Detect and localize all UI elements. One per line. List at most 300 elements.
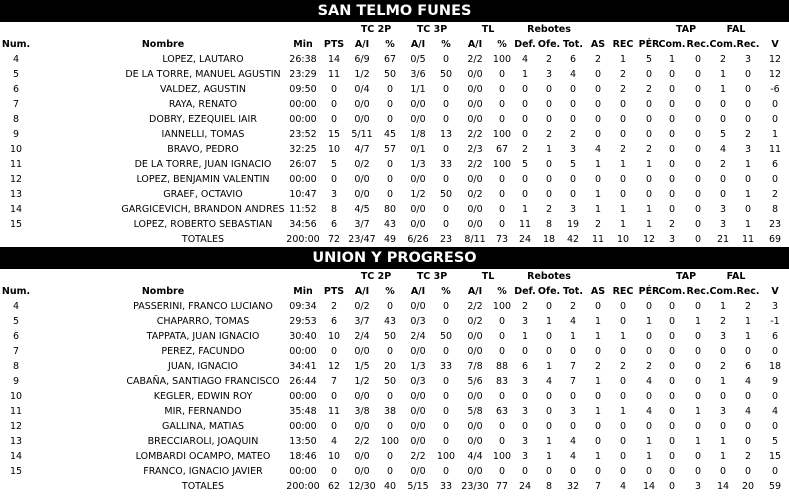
cell-a2: 2/4 bbox=[354, 331, 370, 342]
cell-a2: 0/0 bbox=[354, 99, 370, 110]
cell-pts: 0 bbox=[330, 391, 338, 402]
cell-com2: 0 bbox=[719, 346, 727, 357]
cell-as: 1 bbox=[594, 376, 602, 387]
cell-a2: 1/2 bbox=[354, 376, 370, 387]
cell-num: 4 bbox=[12, 54, 20, 65]
cell-per: 0 bbox=[645, 331, 653, 342]
cell-v: 0 bbox=[771, 99, 779, 110]
cell-com: 0 bbox=[668, 189, 676, 200]
column-header-nombre: Nombre bbox=[141, 39, 185, 50]
player-row bbox=[0, 127, 789, 142]
cell-ofe: 0 bbox=[545, 159, 553, 170]
column-header-v: V bbox=[771, 286, 779, 297]
cell-v: 1 bbox=[771, 129, 779, 140]
cell-tot: 3 bbox=[569, 204, 577, 215]
cell-rec3: 1 bbox=[744, 316, 752, 327]
cell-def: 0 bbox=[521, 99, 529, 110]
cell-def: 3 bbox=[521, 376, 529, 387]
cell-min: 23:52 bbox=[289, 129, 317, 140]
column-header-as: AS bbox=[590, 39, 606, 50]
cell-rec3: 3 bbox=[744, 54, 752, 65]
cell-tl: 0/0 bbox=[467, 204, 483, 215]
cell-pts: 10 bbox=[327, 144, 341, 155]
cell-name: GRAEF, OCTAVIO bbox=[163, 189, 243, 200]
cell-as: 1 bbox=[594, 189, 602, 200]
cell-per: 1 bbox=[645, 436, 653, 447]
cell-p3: 0 bbox=[442, 316, 450, 327]
cell-a2: 0/0 bbox=[354, 466, 370, 477]
column-header-a3: A/I bbox=[410, 39, 426, 50]
cell-a3: 0/0 bbox=[410, 114, 426, 125]
cell-as: 11 bbox=[591, 234, 605, 245]
cell-tot: 6 bbox=[569, 54, 577, 65]
cell-tot: 0 bbox=[569, 421, 577, 432]
cell-com: 0 bbox=[668, 376, 676, 387]
cell-tot: 2 bbox=[569, 301, 577, 312]
cell-as: 0 bbox=[594, 174, 602, 185]
cell-name: LOPEZ, LAUTARO bbox=[162, 54, 244, 65]
cell-com2: 1 bbox=[719, 84, 727, 95]
cell-tot: 4 bbox=[569, 436, 577, 447]
cell-name: LOMBARDI OCAMPO, MATEO bbox=[135, 451, 271, 462]
cell-rec: 0 bbox=[619, 436, 627, 447]
cell-a3: 0/0 bbox=[410, 391, 426, 402]
player-row bbox=[0, 97, 789, 112]
column-header-per: PÉR bbox=[638, 39, 660, 50]
cell-tot: 3 bbox=[569, 144, 577, 155]
group-header-tap: TAP bbox=[675, 271, 697, 282]
cell-p2: 45 bbox=[383, 129, 397, 140]
cell-pts: 72 bbox=[327, 234, 341, 245]
cell-p2: 0 bbox=[386, 391, 394, 402]
group-header-rebotes: Rebotes bbox=[527, 271, 571, 282]
cell-p3: 0 bbox=[442, 204, 450, 215]
cell-pts: 0 bbox=[330, 346, 338, 357]
cell-as: 1 bbox=[594, 331, 602, 342]
cell-min: 18:46 bbox=[289, 451, 317, 462]
cell-ptl: 0 bbox=[498, 189, 506, 200]
cell-pts: 10 bbox=[327, 331, 341, 342]
cell-name: KEGLER, EDWIN ROY bbox=[153, 391, 253, 402]
cell-pts: 5 bbox=[330, 159, 338, 170]
cell-rec3: 2 bbox=[744, 301, 752, 312]
cell-per: 1 bbox=[645, 219, 653, 230]
cell-p3: 50 bbox=[439, 69, 453, 80]
cell-p2: 40 bbox=[383, 481, 397, 492]
cell-name: TOTALES bbox=[181, 234, 225, 245]
cell-p2: 0 bbox=[386, 189, 394, 200]
cell-ptl: 100 bbox=[492, 159, 512, 170]
cell-per: 1 bbox=[645, 159, 653, 170]
cell-p2: 38 bbox=[383, 406, 397, 417]
cell-name: CABAÑA, SANTIAGO FRANCISCO bbox=[126, 376, 280, 387]
cell-as: 7 bbox=[594, 481, 602, 492]
cell-num: 10 bbox=[9, 144, 23, 155]
cell-rec: 0 bbox=[619, 189, 627, 200]
cell-num: 10 bbox=[9, 391, 23, 402]
cell-a2: 0/0 bbox=[354, 421, 370, 432]
cell-rec2: 0 bbox=[694, 99, 702, 110]
column-header-row bbox=[0, 37, 789, 52]
cell-com2: 3 bbox=[719, 219, 727, 230]
cell-a3: 6/26 bbox=[407, 234, 429, 245]
player-row bbox=[0, 202, 789, 217]
group-header-tc3p: TC 3P bbox=[416, 271, 448, 282]
cell-a2: 2/2 bbox=[354, 436, 370, 447]
cell-num: 8 bbox=[12, 114, 20, 125]
cell-pts: 62 bbox=[327, 481, 341, 492]
cell-as: 0 bbox=[594, 466, 602, 477]
cell-per: 4 bbox=[645, 376, 653, 387]
cell-rec2: 0 bbox=[694, 376, 702, 387]
cell-rec2: 0 bbox=[694, 466, 702, 477]
cell-rec2: 0 bbox=[694, 451, 702, 462]
cell-a3: 2/4 bbox=[410, 331, 426, 342]
cell-a3: 3/6 bbox=[410, 69, 426, 80]
cell-p2: 43 bbox=[383, 316, 397, 327]
cell-p3: 0 bbox=[442, 84, 450, 95]
cell-per: 0 bbox=[645, 99, 653, 110]
cell-tl: 0/2 bbox=[467, 189, 483, 200]
cell-def: 0 bbox=[521, 189, 529, 200]
player-row bbox=[0, 142, 789, 157]
cell-rec: 2 bbox=[619, 144, 627, 155]
cell-a2: 1/5 bbox=[354, 361, 370, 372]
cell-ptl: 73 bbox=[495, 234, 509, 245]
totals-row bbox=[0, 479, 789, 494]
cell-rec3: 0 bbox=[744, 436, 752, 447]
cell-v: 69 bbox=[768, 234, 782, 245]
cell-tl: 2/2 bbox=[467, 159, 483, 170]
column-header-num: Num. bbox=[1, 286, 31, 297]
cell-per: 0 bbox=[645, 174, 653, 185]
column-header-com2: Com. bbox=[709, 39, 737, 50]
cell-tot: 0 bbox=[569, 174, 577, 185]
cell-ptl: 0 bbox=[498, 99, 506, 110]
cell-ptl: 0 bbox=[498, 346, 506, 357]
cell-v: -1 bbox=[770, 316, 780, 327]
cell-a2: 5/11 bbox=[351, 129, 373, 140]
cell-name: FRANCO, IGNACIO JAVIER bbox=[143, 466, 263, 477]
cell-com: 0 bbox=[668, 316, 676, 327]
cell-min: 34:56 bbox=[289, 219, 317, 230]
cell-per: 1 bbox=[645, 451, 653, 462]
cell-p2: 0 bbox=[386, 301, 394, 312]
cell-pts: 3 bbox=[330, 189, 338, 200]
column-header-rec3: Rec. bbox=[736, 39, 760, 50]
cell-as: 0 bbox=[594, 391, 602, 402]
cell-tot: 0 bbox=[569, 84, 577, 95]
cell-a3: 0/1 bbox=[410, 144, 426, 155]
cell-pts: 11 bbox=[327, 69, 341, 80]
cell-rec: 0 bbox=[619, 114, 627, 125]
cell-rec2: 0 bbox=[694, 174, 702, 185]
cell-ptl: 0 bbox=[498, 84, 506, 95]
cell-p3: 0 bbox=[442, 219, 450, 230]
cell-pts: 11 bbox=[327, 406, 341, 417]
column-header-ofe: Ofe. bbox=[537, 39, 561, 50]
cell-tl: 0/0 bbox=[467, 99, 483, 110]
cell-min: 200:00 bbox=[286, 234, 320, 245]
cell-ofe: 2 bbox=[545, 54, 553, 65]
cell-ofe: 2 bbox=[545, 129, 553, 140]
cell-ptl: 67 bbox=[495, 144, 509, 155]
cell-v: 18 bbox=[768, 361, 782, 372]
column-header-com2: Com. bbox=[709, 286, 737, 297]
cell-tot: 5 bbox=[569, 159, 577, 170]
cell-pts: 6 bbox=[330, 316, 338, 327]
cell-a2: 3/7 bbox=[354, 219, 370, 230]
player-row bbox=[0, 157, 789, 172]
cell-ptl: 88 bbox=[495, 361, 509, 372]
cell-tot: 4 bbox=[569, 451, 577, 462]
cell-per: 0 bbox=[645, 421, 653, 432]
cell-min: 09:34 bbox=[289, 301, 317, 312]
cell-a3: 1/1 bbox=[410, 84, 426, 95]
cell-min: 10:47 bbox=[289, 189, 317, 200]
cell-pts: 0 bbox=[330, 99, 338, 110]
player-row bbox=[0, 449, 789, 464]
cell-a2: 3/8 bbox=[354, 406, 370, 417]
cell-name: DE LA TORRE, JUAN IGNACIO bbox=[134, 159, 272, 170]
cell-p2: 0 bbox=[386, 346, 394, 357]
cell-com: 0 bbox=[668, 421, 676, 432]
player-row bbox=[0, 299, 789, 314]
cell-p2: 50 bbox=[383, 376, 397, 387]
cell-p2: 0 bbox=[386, 174, 394, 185]
player-row bbox=[0, 329, 789, 344]
cell-ptl: 83 bbox=[495, 376, 509, 387]
cell-per: 1 bbox=[645, 204, 653, 215]
cell-min: 00:00 bbox=[289, 114, 317, 125]
cell-tl: 7/8 bbox=[467, 361, 483, 372]
cell-ofe: 1 bbox=[545, 316, 553, 327]
cell-v: 15 bbox=[768, 451, 782, 462]
cell-ptl: 63 bbox=[495, 406, 509, 417]
cell-rec: 1 bbox=[619, 54, 627, 65]
column-header-rec: REC bbox=[612, 286, 634, 297]
cell-v: 3 bbox=[771, 301, 779, 312]
cell-min: 00:00 bbox=[289, 174, 317, 185]
cell-rec2: 1 bbox=[694, 406, 702, 417]
cell-com: 0 bbox=[668, 406, 676, 417]
cell-p2: 0 bbox=[386, 99, 394, 110]
cell-pts: 0 bbox=[330, 174, 338, 185]
cell-p3: 0 bbox=[442, 54, 450, 65]
cell-a2: 0/2 bbox=[354, 159, 370, 170]
cell-rec3: 1 bbox=[744, 159, 752, 170]
cell-p3: 0 bbox=[442, 406, 450, 417]
cell-def: 0 bbox=[521, 114, 529, 125]
cell-tl: 0/0 bbox=[467, 114, 483, 125]
group-header-tl: TL bbox=[481, 271, 495, 282]
cell-per: 0 bbox=[645, 346, 653, 357]
cell-rec: 0 bbox=[619, 316, 627, 327]
cell-com2: 0 bbox=[719, 174, 727, 185]
cell-tl: 2/2 bbox=[467, 54, 483, 65]
column-header-def: Def. bbox=[514, 39, 536, 50]
cell-rec: 1 bbox=[619, 204, 627, 215]
cell-tl: 0/0 bbox=[467, 436, 483, 447]
cell-rec: 2 bbox=[619, 361, 627, 372]
cell-pts: 6 bbox=[330, 219, 338, 230]
cell-rec3: 0 bbox=[744, 114, 752, 125]
totals-row bbox=[0, 232, 789, 247]
cell-p3: 0 bbox=[442, 144, 450, 155]
cell-ofe: 4 bbox=[545, 376, 553, 387]
cell-def: 0 bbox=[521, 466, 529, 477]
cell-rec: 0 bbox=[619, 99, 627, 110]
cell-a3: 0/5 bbox=[410, 54, 426, 65]
cell-v: -6 bbox=[770, 84, 780, 95]
cell-def: 11 bbox=[518, 219, 532, 230]
cell-p3: 0 bbox=[442, 376, 450, 387]
cell-as: 0 bbox=[594, 84, 602, 95]
cell-com2: 1 bbox=[719, 301, 727, 312]
column-header-as: AS bbox=[590, 286, 606, 297]
cell-per: 0 bbox=[645, 466, 653, 477]
cell-ofe: 1 bbox=[545, 144, 553, 155]
cell-min: 00:00 bbox=[289, 466, 317, 477]
cell-min: 11:52 bbox=[289, 204, 317, 215]
cell-com2: 1 bbox=[719, 451, 727, 462]
cell-a3: 1/3 bbox=[410, 159, 426, 170]
column-header-tl: A/I bbox=[467, 286, 483, 297]
cell-rec: 0 bbox=[619, 466, 627, 477]
cell-rec: 0 bbox=[619, 346, 627, 357]
cell-rec3: 0 bbox=[744, 84, 752, 95]
cell-p2: 49 bbox=[383, 234, 397, 245]
cell-def: 2 bbox=[521, 144, 529, 155]
cell-v: 6 bbox=[771, 159, 779, 170]
cell-tl: 4/4 bbox=[467, 451, 483, 462]
cell-as: 0 bbox=[594, 114, 602, 125]
cell-com: 0 bbox=[668, 331, 676, 342]
cell-v: 4 bbox=[771, 406, 779, 417]
team-name: UNION Y PROGRESO bbox=[0, 247, 789, 269]
cell-rec: 0 bbox=[619, 391, 627, 402]
cell-com: 0 bbox=[668, 69, 676, 80]
cell-per: 2 bbox=[645, 144, 653, 155]
column-header-row bbox=[0, 284, 789, 299]
cell-p2: 67 bbox=[383, 54, 397, 65]
cell-ptl: 100 bbox=[492, 301, 512, 312]
column-header-ptl: % bbox=[497, 39, 507, 50]
cell-rec: 0 bbox=[619, 376, 627, 387]
cell-rec3: 1 bbox=[744, 219, 752, 230]
cell-tot: 4 bbox=[569, 69, 577, 80]
cell-com2: 0 bbox=[719, 99, 727, 110]
cell-p3: 50 bbox=[439, 189, 453, 200]
cell-p3: 0 bbox=[442, 99, 450, 110]
cell-ptl: 0 bbox=[498, 331, 506, 342]
cell-def: 3 bbox=[521, 316, 529, 327]
cell-min: 26:44 bbox=[289, 376, 317, 387]
cell-min: 200:00 bbox=[286, 481, 320, 492]
cell-rec3: 1 bbox=[744, 189, 752, 200]
cell-per: 0 bbox=[645, 129, 653, 140]
cell-num: 4 bbox=[12, 301, 20, 312]
cell-per: 2 bbox=[645, 361, 653, 372]
column-header-p3: % bbox=[441, 39, 451, 50]
player-row bbox=[0, 67, 789, 82]
cell-rec: 0 bbox=[619, 451, 627, 462]
column-header-a3: A/I bbox=[410, 286, 426, 297]
column-header-p2: % bbox=[385, 286, 395, 297]
cell-rec2: 0 bbox=[694, 361, 702, 372]
cell-def: 3 bbox=[521, 451, 529, 462]
group-header-rebotes: Rebotes bbox=[527, 24, 571, 35]
cell-rec3: 0 bbox=[744, 174, 752, 185]
cell-per: 1 bbox=[645, 316, 653, 327]
cell-rec3: 6 bbox=[744, 361, 752, 372]
cell-num: 9 bbox=[12, 129, 20, 140]
cell-v: 0 bbox=[771, 114, 779, 125]
cell-name: RAYA, RENATO bbox=[168, 99, 238, 110]
cell-com2: 0 bbox=[719, 114, 727, 125]
cell-a3: 0/0 bbox=[410, 219, 426, 230]
cell-rec: 0 bbox=[619, 129, 627, 140]
cell-ptl: 0 bbox=[498, 204, 506, 215]
cell-ptl: 0 bbox=[498, 391, 506, 402]
cell-a2: 0/0 bbox=[354, 174, 370, 185]
cell-com2: 4 bbox=[719, 144, 727, 155]
cell-a2: 23/47 bbox=[348, 234, 376, 245]
group-header-tc2p: TC 2P bbox=[360, 24, 392, 35]
cell-a2: 1/2 bbox=[354, 69, 370, 80]
cell-p3: 50 bbox=[439, 331, 453, 342]
cell-v: 0 bbox=[771, 174, 779, 185]
cell-as: 0 bbox=[594, 301, 602, 312]
cell-v: 23 bbox=[768, 219, 782, 230]
cell-v: 11 bbox=[768, 144, 782, 155]
cell-def: 3 bbox=[521, 406, 529, 417]
group-header-row bbox=[0, 22, 789, 37]
cell-p2: 43 bbox=[383, 219, 397, 230]
cell-com2: 0 bbox=[719, 466, 727, 477]
cell-tl: 0/0 bbox=[467, 69, 483, 80]
cell-rec: 1 bbox=[619, 331, 627, 342]
player-row bbox=[0, 172, 789, 187]
cell-tl: 5/8 bbox=[467, 406, 483, 417]
cell-num: 7 bbox=[12, 346, 20, 357]
cell-ofe: 0 bbox=[545, 114, 553, 125]
cell-a3: 0/3 bbox=[410, 316, 426, 327]
column-header-com: Com. bbox=[658, 286, 686, 297]
cell-rec2: 0 bbox=[694, 346, 702, 357]
cell-def: 1 bbox=[521, 69, 529, 80]
cell-rec2: 0 bbox=[694, 204, 702, 215]
cell-rec2: 0 bbox=[694, 144, 702, 155]
cell-name: PASSERINI, FRANCO LUCIANO bbox=[133, 301, 273, 312]
cell-tl: 0/0 bbox=[467, 391, 483, 402]
cell-rec3: 0 bbox=[744, 99, 752, 110]
cell-def: 1 bbox=[521, 204, 529, 215]
cell-p3: 0 bbox=[442, 391, 450, 402]
player-row bbox=[0, 52, 789, 67]
cell-def: 0 bbox=[521, 129, 529, 140]
cell-num: 12 bbox=[9, 421, 23, 432]
column-header-v: V bbox=[771, 39, 779, 50]
cell-tot: 7 bbox=[569, 376, 577, 387]
cell-def: 4 bbox=[521, 54, 529, 65]
cell-com: 0 bbox=[668, 114, 676, 125]
cell-min: 32:25 bbox=[289, 144, 317, 155]
cell-name: VALDEZ, AGUSTIN bbox=[160, 84, 246, 95]
cell-rec3: 2 bbox=[744, 451, 752, 462]
cell-ofe: 0 bbox=[545, 301, 553, 312]
cell-as: 1 bbox=[594, 316, 602, 327]
